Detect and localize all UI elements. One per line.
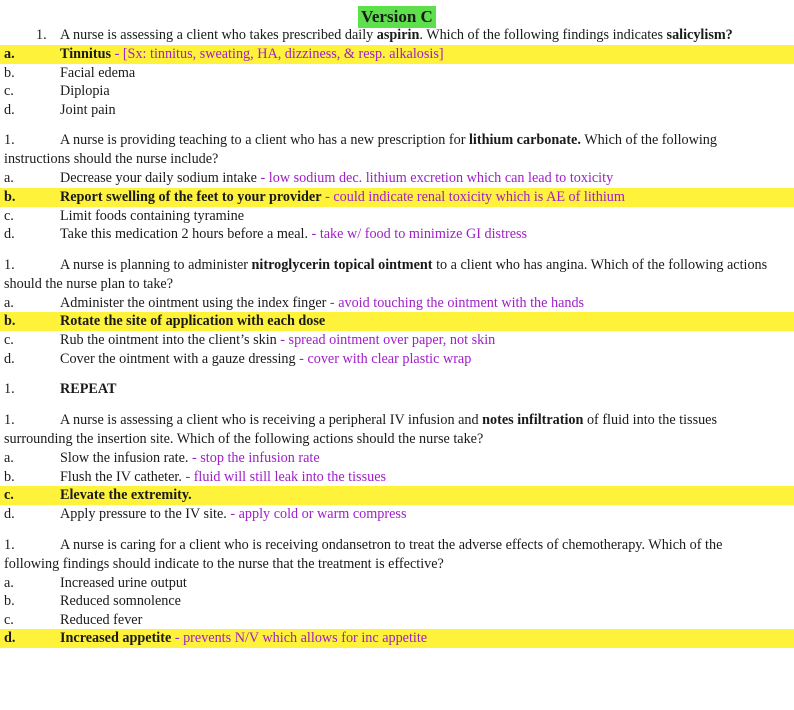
option-c: c. Elevate the extremity. <box>0 486 794 505</box>
option-b: b. Rotate the site of application with each dose <box>0 312 794 331</box>
note: - low sodium dec. lithium excretion which can lead to toxicity <box>256 170 614 187</box>
option-a: a. Decrease your daily sodium intake - low sodium dec. lithium excretion which can lead to toxicity <box>4 170 614 187</box>
question-5 <box>0 411 794 523</box>
option-d: d. Joint pain <box>4 101 116 118</box>
question-number: 1. <box>4 536 15 553</box>
question-6 <box>0 536 794 648</box>
question-stem: 1. A nurse is caring for a client who is receiving ondansetron to treat the adverse effects of chemotherapy. Which of the following findings should indicate to the nurse that the treatment is effective? <box>4 536 723 572</box>
question-number: 1. <box>4 381 15 398</box>
question-stem: 1. A nurse is assessing a client who takes prescribed daily aspirin. Which of the following findings indicates salicylism? <box>36 27 733 43</box>
note: - avoid touching the ointment with the hands <box>326 294 585 311</box>
note: - prevents N/V which allows for inc appetite <box>171 630 428 647</box>
note: - cover with clear plastic wrap <box>295 350 472 367</box>
option-d: d. Cover the ointment with a gauze dressing - cover with clear plastic wrap <box>4 350 472 367</box>
question-number: 1. <box>4 412 15 429</box>
option-a: a. Slow the infusion rate. - stop the infusion rate <box>4 450 320 467</box>
question-2 <box>0 131 794 243</box>
option-b: b. Reduced somnolence <box>4 593 181 610</box>
title-row <box>0 0 794 26</box>
question-number: 1. <box>4 132 15 149</box>
question-3 <box>0 256 794 368</box>
question-stem: 1. A nurse is assessing a client who is receiving a peripheral IV infusion and notes infiltration of fluid into the tissues surrounding the insertion site. Which of the following actions should the nurse take? <box>4 412 717 448</box>
option-a: a. Increased urine output <box>4 574 187 591</box>
question-stem: 1. A nurse is providing teaching to a client who has a new prescription for lithium carbonate. Which of the following instructions should the nurse include? <box>4 132 717 168</box>
question-number: 1. <box>4 256 15 273</box>
question-1 <box>0 26 794 119</box>
question-number: 1. <box>36 27 47 43</box>
option-b: b. Flush the IV catheter. - fluid will still leak into the tissues <box>4 468 387 485</box>
note: - take w/ food to minimize GI distress <box>308 226 528 243</box>
option-d: d. Apply pressure to the IV site. - apply cold or warm compress <box>4 505 407 522</box>
option-c: c. Reduced fever <box>4 611 143 628</box>
option-d: d. Increased appetite - prevents N/V which allows for inc appetite <box>0 629 794 648</box>
note: - spread ointment over paper, not skin <box>276 331 496 348</box>
note: - stop the infusion rate <box>188 450 320 467</box>
note: - fluid will still leak into the tissues <box>181 468 387 485</box>
question-4-repeat: 1. REPEAT <box>4 381 117 398</box>
option-a: a. Tinnitus - [Sx: tinnitus, sweating, HA, dizziness, & resp. alkalosis] <box>0 45 794 64</box>
option-b: b. Facial edema <box>4 64 136 81</box>
note: - could indicate renal toxicity which is AE of lithium <box>321 188 625 205</box>
option-c: c. Diplopia <box>4 83 110 100</box>
option-a: a. Administer the ointment using the index finger - avoid touching the ointment with the hands <box>4 294 585 311</box>
option-d: d. Take this medication 2 hours before a meal. - take w/ food to minimize GI distress <box>4 226 528 243</box>
option-c: c. Limit foods containing tyramine <box>4 207 245 224</box>
note: - [Sx: tinnitus, sweating, HA, dizziness, & resp. alkalosis] <box>111 46 444 62</box>
option-b: b. Report swelling of the feet to your provider - could indicate renal toxicity which is AE of lithium <box>0 188 794 207</box>
question-stem: 1. A nurse is planning to administer nitroglycerin topical ointment to a client who has angina. Which of the following actions should the nurse plan to take? <box>4 256 768 292</box>
version-title: Version C <box>358 6 436 28</box>
note: - apply cold or warm compress <box>226 505 407 522</box>
option-c: c. Rub the ointment into the client’s skin - spread ointment over paper, not skin <box>4 331 496 348</box>
